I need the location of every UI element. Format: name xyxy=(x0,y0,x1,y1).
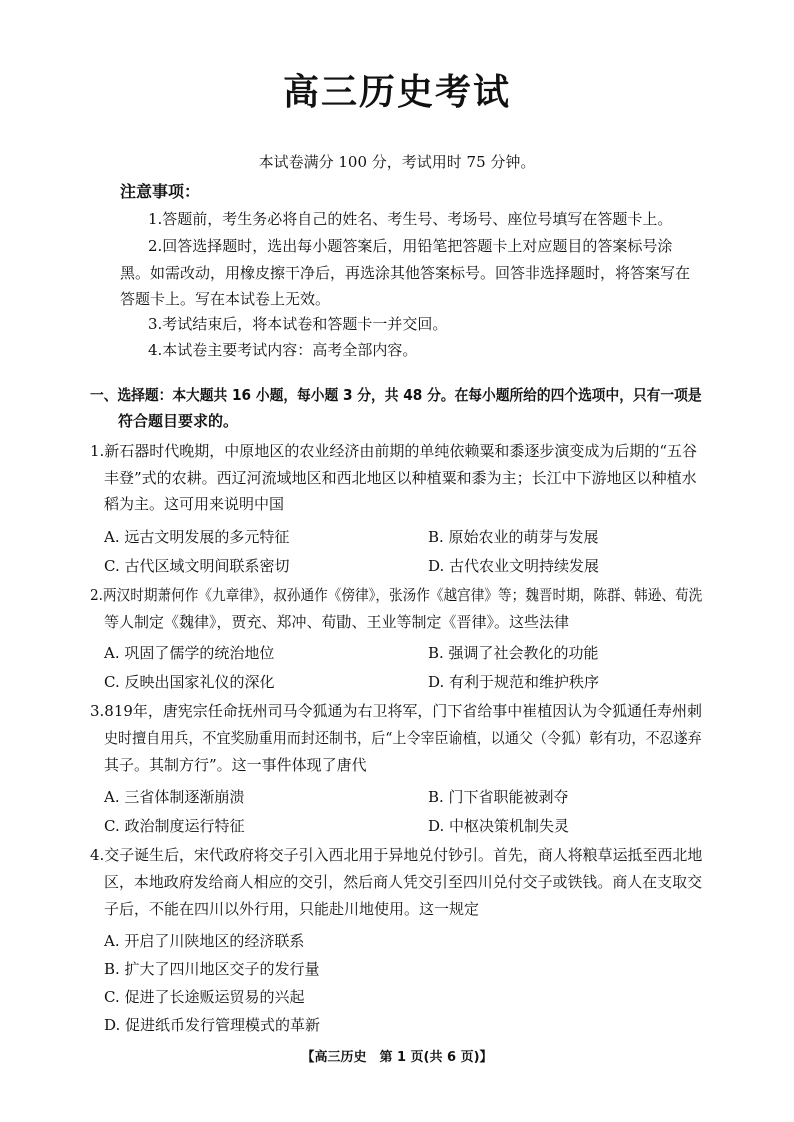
option-d: D. 有利于规范和维护秩序 xyxy=(428,673,600,691)
question-stem-line: 子后，不能在四川以外行用，只能赴川地使用。这一规定 xyxy=(104,900,480,918)
notes-heading: 注意事项： xyxy=(120,182,201,201)
exam-subtitle: 本试卷满分 100 分，考试用时 75 分钟。 xyxy=(258,153,536,171)
notes-line: 答题卡上。写在本试卷上无效。 xyxy=(120,290,331,308)
option-a: A. 巩固了儒学的统治地位 xyxy=(104,644,275,662)
question-stem-line: 其子。其制方行”。这一事件体现了唐代 xyxy=(104,756,367,774)
notes-line: 黑。如需改动，用橡皮擦干净后，再选涂其他答案标号。回答非选择题时，将答案写在 xyxy=(120,264,691,282)
option-b: B. 扩大了四川地区交子的发行量 xyxy=(104,960,320,978)
question-stem-line: 丰登”式的农耕。西辽河流域地区和西北地区以种植粟和黍为主；长江中下游地区以种植水 xyxy=(104,469,697,487)
notes-line: 3.考试结束后，将本试卷和答题卡一并交回。 xyxy=(148,315,448,333)
option-d: D. 中枢决策机制失灵 xyxy=(428,817,570,835)
section-heading-cont: 符合题目要求的。 xyxy=(118,412,239,430)
option-c: C. 古代区域文明间联系密切 xyxy=(104,557,290,575)
page-footer: 【高三历史 第 1 页(共 6 页)】 xyxy=(301,1050,493,1065)
option-a: A. 开启了川陕地区的经济联系 xyxy=(104,932,305,950)
notes-line: 4.本试卷主要考试内容：高考全部内容。 xyxy=(148,341,418,359)
option-b: B. 门下省职能被剥夺 xyxy=(428,788,569,806)
option-d: D. 促进纸币发行管理模式的革新 xyxy=(104,1016,321,1034)
option-c: C. 反映出国家礼仪的深化 xyxy=(104,673,275,691)
option-b: B. 原始农业的萌芽与发展 xyxy=(428,528,599,546)
option-b: B. 强调了社会教化的功能 xyxy=(428,644,599,662)
exam-title: 高三历史考试 xyxy=(282,72,511,113)
option-a: A. 三省体制逐渐崩溃 xyxy=(104,788,245,806)
question-stem-line: 1.新石器时代晚期，中原地区的农业经济由前期的单纯依赖粟和黍逐步演变成为后期的“五谷 xyxy=(90,442,697,460)
question-stem-line: 3.819年，唐宪宗任命抚州司马令狐通为右卫将军，门下省给事中崔植因认为令狐通任寿州刺 xyxy=(90,702,702,720)
option-a: A. 远古文明发展的多元特征 xyxy=(104,528,290,546)
question-stem-line: 2.两汉时期萧何作《九章律》，叔孙通作《傍律》，张汤作《越宫律》等；魏晋时期，陈群、韩逊、荀洗 xyxy=(90,586,703,604)
notes-line: 2.回答选择题时，选出每小题答案后，用铅笔把答题卡上对应题目的答案标号涂 xyxy=(148,237,673,255)
option-c: C. 政治制度运行特征 xyxy=(104,817,245,835)
question-stem-line: 史时擅自用兵，不宜奖励重用而封还制书，后“上令宰臣谕植，以通父（令狐）彰有功，不忍遂弃 xyxy=(104,729,702,747)
section-heading: 一、选择题：本大题共 16 小题，每小题 3 分，共 48 分。在每小题所给的四个选项中，只有一项是 xyxy=(90,386,702,404)
option-d: D. 古代农业文明持续发展 xyxy=(428,557,600,575)
question-stem-line: 4.交子诞生后，宋代政府将交子引入西北用于异地兑付钞引。首先，商人将粮草运抵至西北地 xyxy=(90,846,703,864)
question-stem-line: 等人制定《魏律》，贾充、郑冲、荀勖、王业等制定《晋律》。这些法律 xyxy=(104,613,570,631)
notes-line: 1.答题前，考生务必将自己的姓名、考生号、考场号、座位号填写在答题卡上。 xyxy=(148,210,673,228)
option-c: C. 促进了长途贩运贸易的兴起 xyxy=(104,988,305,1006)
question-stem-line: 稻为主。这可用来说明中国 xyxy=(104,495,285,513)
question-stem-line: 区，本地政府发给商人相应的交引，然后商人凭交引至四川兑付交子或铁钱。商人在支取交 xyxy=(104,873,703,891)
